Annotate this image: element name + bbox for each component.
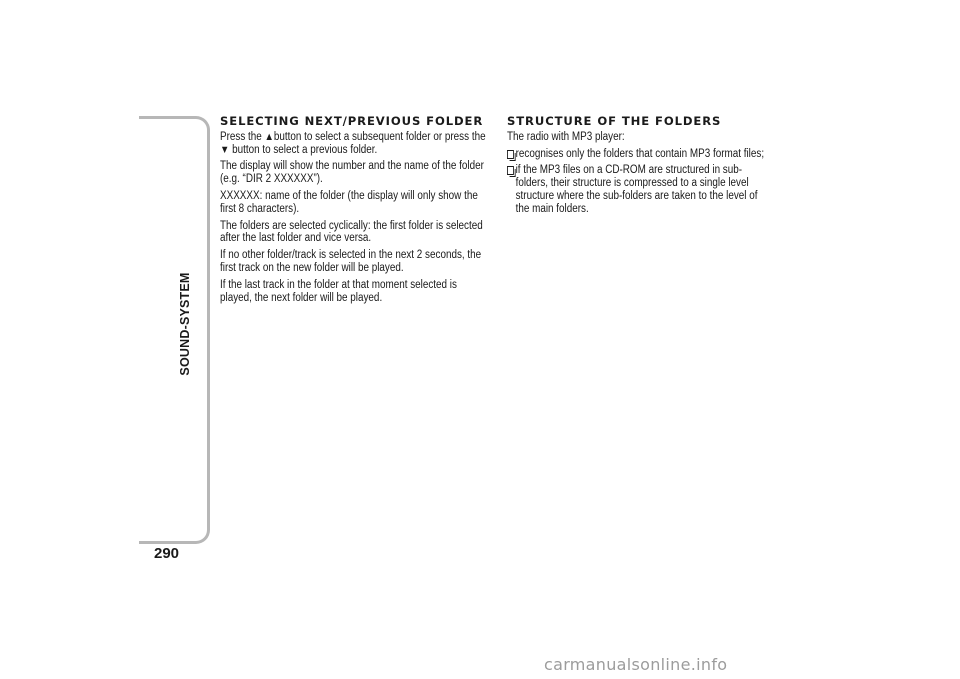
up-arrow-icon: ▲ bbox=[264, 130, 274, 143]
side-tab-frame bbox=[139, 116, 210, 544]
paragraph-display: The display will show the number and the name of the folder (e.g. “DIR 2 XXXXXX”). bbox=[220, 160, 484, 186]
checkbox-bullet-icon bbox=[507, 150, 514, 159]
page-number: 290 bbox=[154, 545, 180, 562]
list-item: if the MP3 files on a CD-ROM are structured in sub-folders, their structure is compressed to a single level structure where the sub-folders are taken to the level of the main folders. bbox=[507, 164, 769, 215]
paragraph-press-buttons bbox=[220, 131, 491, 157]
paragraph-last-track: If the last track in the folder at that moment selected is played, the next folder will be played. bbox=[220, 278, 457, 304]
watermark: carmanualsonline.info bbox=[544, 655, 728, 674]
text-previous: button to select a previous folder. bbox=[232, 143, 378, 156]
down-arrow-icon: ▼ bbox=[220, 143, 230, 156]
checkbox-bullet-icon bbox=[507, 166, 514, 175]
right-column bbox=[507, 115, 785, 220]
section-label: SOUND-SYSTEM bbox=[178, 272, 192, 376]
text-press-the: Press the bbox=[220, 130, 262, 143]
left-column bbox=[220, 115, 492, 308]
paragraph-intro: The radio with MP3 player: bbox=[507, 130, 625, 143]
bullet-list bbox=[507, 148, 785, 216]
paragraph-cyclic: The folders are selected cyclically: the first folder is selected after the last folder and vice versa. bbox=[220, 219, 483, 245]
paragraph-timeout: If no other folder/track is selected in the next 2 seconds, the first track on the new folder will be played. bbox=[220, 249, 482, 274]
section-heading-next-previous: SELECTING NEXT/PREVIOUS FOLDER bbox=[220, 114, 484, 128]
section-heading-structure: STRUCTURE OF THE FOLDERS bbox=[507, 114, 722, 128]
paragraph-folder-name: XXXXXX: name of the folder (the display will only show the first 8 characters). bbox=[220, 189, 478, 215]
text-subsequent: button to select a subsequent folder or press the bbox=[273, 130, 486, 143]
list-item: recognises only the folders that contain MP3 format files; bbox=[507, 148, 769, 161]
